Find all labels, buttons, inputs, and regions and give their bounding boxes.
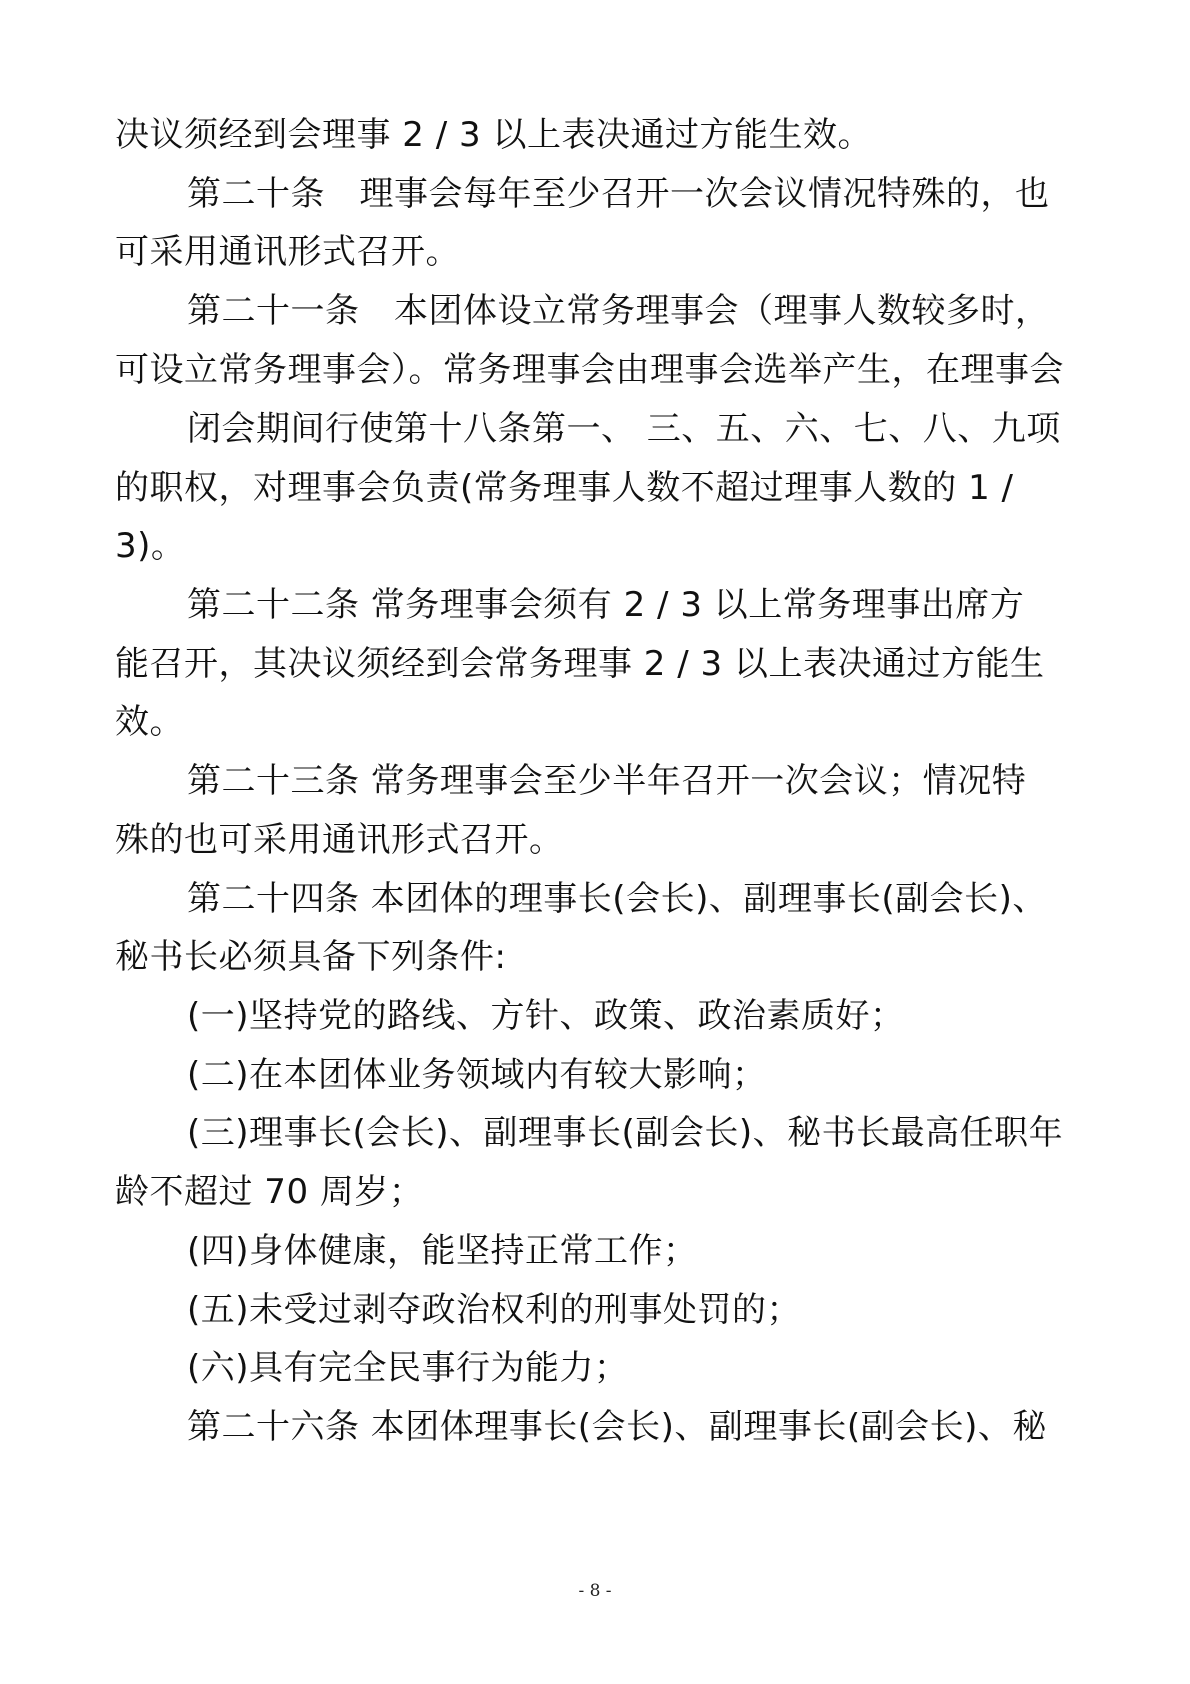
list-item: (五)未受过剥夺政治权利的刑事处罚的； xyxy=(187,1290,802,1330)
article-26-heading: 第二十六条 本团体理事长(会长)、副理事长(副会长)、秘 xyxy=(187,1407,1047,1447)
text-line: 可采用通讯形式召开。 xyxy=(115,232,460,272)
text-line: 能召开，其决议须经到会常务理事 2 / 3 以上表决通过方能生 xyxy=(115,644,1045,684)
article-23-heading: 第二十三条 常务理事会至少半年召开一次会议；情况特 xyxy=(187,761,1027,801)
article-21-heading: 第二十一条 本团体设立常务理事会（理事人数较多时， xyxy=(187,291,1050,331)
page-number: - 8 - xyxy=(578,1581,612,1601)
text-line: 殊的也可采用通讯形式召开。 xyxy=(115,820,564,860)
text-line: 3)。 xyxy=(115,526,186,566)
text-line: 闭会期间行使第十八条第一、 三、五、六、七、八、九项 xyxy=(187,409,1061,449)
text-line: 秘书长必须具备下列条件: xyxy=(115,937,507,977)
list-item: (一)坚持党的路线、方针、政策、政治素质好； xyxy=(187,996,905,1036)
text-line: 可设立常务理事会）。常务理事会由理事会选举产生，在理事会 xyxy=(115,350,1064,390)
list-item: (四)身体健康，能坚持正常工作； xyxy=(187,1231,698,1271)
text-line: 决议须经到会理事 2 / 3 以上表决通过方能生效。 xyxy=(115,115,872,155)
list-item: (二)在本团体业务领域内有较大影响； xyxy=(187,1055,767,1095)
article-24-heading: 第二十四条 本团体的理事长(会长)、副理事长(副会长)、 xyxy=(187,879,1047,919)
list-item: (六)具有完全民事行为能力； xyxy=(187,1348,629,1388)
text-line: 效。 xyxy=(115,702,184,742)
text-line: 龄不超过 70 周岁； xyxy=(115,1172,424,1212)
article-22-heading: 第二十二条 常务理事会须有 2 / 3 以上常务理事出席方 xyxy=(187,585,1025,625)
list-item: (三)理事长(会长)、副理事长(副会长)、秘书长最高任职年 xyxy=(187,1113,1064,1153)
article-20-heading: 第二十条 理事会每年至少召开一次会议情况特殊的，也 xyxy=(187,174,1050,214)
text-line: 的职权，对理事会负责(常务理事人数不超过理事人数的 1 / xyxy=(115,468,1014,508)
